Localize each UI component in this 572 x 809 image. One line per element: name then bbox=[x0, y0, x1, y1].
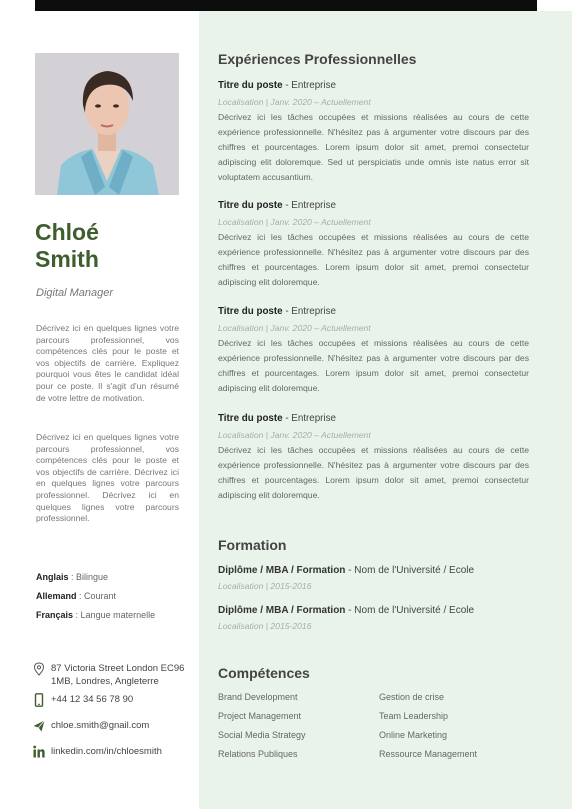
summary-paragraph-2: Décrivez ici en quelques lignes votre parcours professionnel, vos compétences clés pour le poste et vos objectifs de carrière. Décrivez ici en quelques lignes votre parcours professionnel. Décrivez ici en quelques lignes votre parcours professionnel. bbox=[36, 432, 179, 524]
email-link[interactable]: chloe.smith@gnail.com bbox=[51, 720, 150, 731]
job-location-date: Localisation | Janv. 2020 – Actuellement bbox=[218, 97, 371, 107]
phone-icon bbox=[33, 693, 45, 707]
experience-item bbox=[218, 412, 529, 503]
language-name: Français bbox=[36, 610, 74, 620]
skill-item: Ressource Management bbox=[379, 749, 478, 759]
education-location-date: Localisation | 2015-2016 bbox=[218, 621, 312, 631]
paper-plane-icon bbox=[33, 719, 45, 733]
job-company: - Entreprise bbox=[282, 413, 336, 424]
last-name: Smith bbox=[35, 246, 99, 272]
job-company: - Entreprise bbox=[282, 80, 336, 91]
language-level: Bilingue bbox=[76, 572, 109, 582]
location-pin-icon bbox=[33, 662, 45, 676]
skill-item: Team Leadership bbox=[379, 711, 449, 721]
language-level: Langue maternelle bbox=[80, 610, 156, 620]
candidate-name bbox=[35, 219, 99, 273]
skill-item: Social Media Strategy bbox=[218, 730, 306, 740]
linkedin-link[interactable]: linkedin.com/in/chloesmith bbox=[51, 746, 162, 757]
job-description: Décrivez ici les tâches occupées et missions réalisées au cours de cette expérience professionnelle. N'hésitez pas à argumenter votre discours par des chiffres et pourcentages. Lorem ipsum dolor sit amet, premoi consectetur adipiscing elit doloremque. bbox=[218, 338, 529, 393]
job-location-date: Localisation | Janv. 2020 – Actuellement bbox=[218, 217, 371, 227]
first-name: Chloé bbox=[35, 219, 99, 245]
profile-photo bbox=[35, 53, 179, 195]
language-level: Courant bbox=[84, 591, 117, 601]
education-heading: Formation bbox=[218, 537, 287, 553]
job-description: Décrivez ici les tâches occupées et missions réalisées au cours de cette expérience professionnelle. N'hésitez pas à argumenter votre discours par des chiffres et pourcentages. Lorem ipsum dolor sit amet, premoi consectetur adipiscing elit doloremque. bbox=[218, 445, 529, 500]
linkedin-icon bbox=[33, 745, 45, 759]
address-text: 87 Victoria Street London EC96 1MB, Londres, Angleterre bbox=[51, 663, 185, 687]
experience-heading: Expériences Professionnelles bbox=[218, 51, 417, 67]
language-name: Anglais bbox=[36, 572, 69, 582]
language-name: Allemand bbox=[36, 591, 77, 601]
school: - Nom de l'Université / Ecole bbox=[345, 605, 475, 616]
degree: Diplôme / MBA / Formation bbox=[218, 605, 346, 616]
skill-item: Online Marketing bbox=[379, 730, 448, 740]
job-position: Titre du poste bbox=[218, 413, 283, 424]
skill-item: Gestion de crise bbox=[379, 692, 445, 702]
skill-item: Project Management bbox=[218, 711, 302, 721]
experience-item bbox=[218, 305, 529, 396]
language-item: Anglais : Bilingue bbox=[36, 572, 109, 582]
job-position: Titre du poste bbox=[218, 306, 283, 317]
language-item: Allemand : Courant bbox=[36, 591, 117, 601]
experience-item bbox=[218, 199, 529, 290]
job-company: - Entreprise bbox=[282, 200, 336, 211]
skill-item: Brand Development bbox=[218, 692, 298, 702]
education-item bbox=[218, 565, 474, 591]
top-bar bbox=[35, 0, 537, 11]
job-position: Titre du poste bbox=[218, 200, 283, 211]
job-location-date: Localisation | Janv. 2020 – Actuellement bbox=[218, 323, 371, 333]
summary-paragraph-1: Décrivez ici en quelques lignes votre parcours professionnel, vos compétences clés pour le poste et vos objectifs de carrière. Expliquez pourquoi vous êtes le candidat idéal pour ce poste. Il s'agit d'un résumé de votre lettre de motivation. bbox=[36, 323, 179, 403]
job-company: - Entreprise bbox=[282, 306, 336, 317]
job-description: Décrivez ici les tâches occupées et missions réalisées au cours de cette expérience professionnelle. N'hésitez pas à argumenter votre discours par des chiffres et pourcentages. Lorem ipsum dolor sit amet, premoi consectetur adipiscing elit doloremque. bbox=[218, 232, 529, 287]
job-description: Décrivez ici les tâches occupées et missions réalisées au cours de cette expérience professionnelle. N'hésitez pas à argumenter votre discours par des chiffres et pourcentages. Lorem ipsum dolor sit amet, premoi consectetur adipiscing elit doloremque. Sed ut perspiciatis unde omnis iste natus error sit voluptatem accusantium. bbox=[218, 112, 529, 182]
education-item bbox=[218, 605, 474, 631]
language-item: Français : Langue maternelle bbox=[36, 610, 156, 620]
job-position: Titre du poste bbox=[218, 80, 283, 91]
skill-item: Relations Publiques bbox=[218, 749, 298, 759]
experience-item bbox=[218, 79, 529, 185]
skills-heading: Compétences bbox=[218, 665, 310, 681]
school: - Nom de l'Université / Ecole bbox=[345, 565, 475, 576]
degree: Diplôme / MBA / Formation bbox=[218, 565, 346, 576]
job-location-date: Localisation | Janv. 2020 – Actuellement bbox=[218, 430, 371, 440]
phone-text: +44 12 34 56 78 90 bbox=[51, 694, 134, 705]
education-location-date: Localisation | 2015-2016 bbox=[218, 581, 312, 591]
job-title: Digital Manager bbox=[36, 287, 114, 299]
